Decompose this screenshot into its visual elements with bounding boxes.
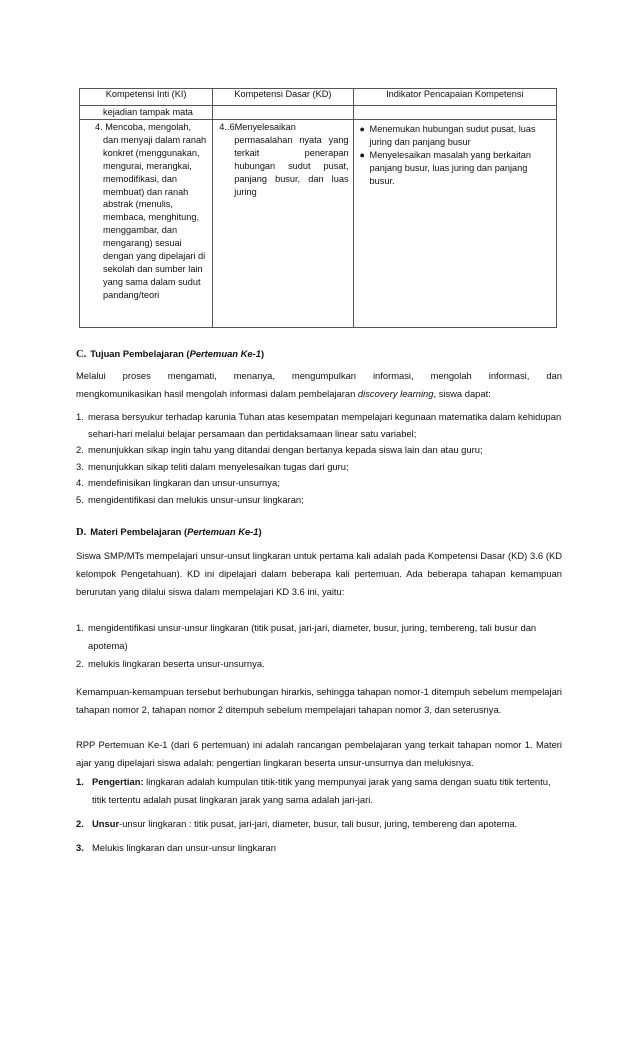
intro-text: mengkomunikasikan hasil mengolah informasi dalam pembelajaran <box>76 388 358 399</box>
table-header-row <box>80 89 557 106</box>
section-title: Tujuan Pembelajaran ( <box>90 348 190 359</box>
list-item <box>76 839 562 857</box>
item-text: lingkaran adalah kumpulan titik-titik yang mempunyai jarak yang sama dengan suatu titik tertentu, titik tertentu adalah pusat lingkaran jarak yang sama adalah jari-jari. <box>92 776 551 805</box>
item-text: merasa bersyukur terhadap karunia Tuhan atas kesempatan mempelajari kegunaan matematika dalam kehidupan sehari-hari melalui belajar persamaan dan pertidaksamaan linear satu variabel; <box>88 411 562 439</box>
item-number: 1. <box>76 776 84 787</box>
item-number: 4. <box>76 477 84 488</box>
section-title-italic: Pertemuan Ke-1 <box>187 526 259 537</box>
ki-continuation-cell <box>80 106 213 120</box>
table-row <box>80 120 557 328</box>
item-number: 3. <box>76 460 84 472</box>
ki-continuation-text: kejadian tampak mata <box>103 107 193 117</box>
intro-text-end: , siswa dapat: <box>433 388 491 399</box>
ki-cell <box>80 120 213 328</box>
list-item <box>76 442 562 459</box>
list-item <box>76 459 562 476</box>
item-text: mendefinisikan lingkaran dan unsur-unsurnya; <box>88 477 280 488</box>
section-d-para2: Kemampuan-kemampuan tersebut berhubungan hirarkis, sehingga tahapan nomor-1 ditempuh sebelum mempelajari tahapan nomor 2, tahapan nomor 2 ditempuh sebelum mempelajari tahapan nomor 3, dan seterusnya. <box>76 686 562 715</box>
section-c-intro-line2 <box>76 386 562 402</box>
item-text: melukis lingkaran beserta unsur-unsurnya. <box>88 658 265 669</box>
indicator-cell <box>353 120 556 328</box>
item-text: mengidentifikasi dan melukis unsur-unsur lingkaran; <box>88 493 304 505</box>
objectives-list <box>76 409 562 508</box>
ki-item-text: 4. Mencoba, mengolah, dan menyaji dalam ranah konkret (menggunakan, mengurai, merangkai, memodifikasi, dan membuat) dan ranah abstrak (menulis, membaca, menghitung, menggambar, dan mengarang) sesuai dengan yang dipelajari di sekolah dan sumber lain yang sama dalam sudut pandang/teori <box>95 122 207 300</box>
list-item <box>76 475 562 492</box>
list-item <box>360 123 552 149</box>
header-indicator: Indikator Pencapaian Kompetensi <box>353 89 556 106</box>
item-number: 2. <box>76 658 84 669</box>
item-text: Melukis lingkaran dan unsur-unsur lingkaran <box>92 842 276 853</box>
header-ki: Kompetensi Inti (KI) <box>80 89 213 106</box>
item-label: Unsur <box>92 818 120 829</box>
section-d-intro: Siswa SMP/MTs mempelajari unsur-unsut lingkaran untuk pertama kali adalah pada Kompetensi Dasar (KD) 3.6 (KD kelompok Pengetahuan). KD ini dipelajari dalam beberapa kali pertemuan. Ada beberapa tahapan kemampuan berurutan yang dilalui siswa dalam mempelajari KD 3.6 ini, yaitu: <box>76 550 562 597</box>
header-kd: Kompetensi Dasar (KD) <box>213 89 353 106</box>
materials-list <box>76 773 562 857</box>
item-number: 3. <box>76 842 84 853</box>
kd-cell <box>213 120 353 328</box>
section-c-intro-line1: Melalui proses mengamati, menanya, mengumpulkan informasi, mengolah informasi, dan <box>76 370 562 381</box>
item-label: Pengertian: <box>92 776 144 787</box>
bullet-icon: ● <box>359 124 365 134</box>
section-d-heading <box>76 524 562 541</box>
list-item <box>360 149 552 188</box>
list-item <box>76 655 562 673</box>
section-letter: D. <box>76 527 87 538</box>
indicator-empty-cell <box>353 106 556 120</box>
bullet-icon: ● <box>359 149 365 160</box>
section-title-end: ) <box>258 526 262 537</box>
list-item <box>76 815 562 833</box>
item-number: 5. <box>76 493 84 505</box>
section-d-para3: RPP Pertemuan Ke-1 (dari 6 pertemuan) ini adalah rancangan pembelajaran yang terkait tahapan nomor 1. Materi ajar yang dipelajari siswa adalah: pengertian lingkaran beserta unsur-unsurnya dan melukisnya. <box>76 739 562 768</box>
item-text: menunjukkan sikap teliti dalam menyelesaikan tugas dari guru; <box>88 460 349 472</box>
item-number: 1. <box>76 411 84 422</box>
indicator-text: Menemukan hubungan sudut pusat, luas juring dan panjang busur <box>369 124 536 147</box>
list-item <box>76 409 562 442</box>
section-title-end: ) <box>260 348 265 359</box>
indicator-text: Menyelesaikan masalah yang berkaitan panjang busur, luas juring dan panjang busur. <box>369 149 531 186</box>
item-text: menunjukkan sikap ingin tahu yang ditandai dengan bertanya kepada siswa lain dan atau guru; <box>88 444 483 455</box>
section-c-heading <box>76 346 562 363</box>
item-number: 2. <box>76 444 84 455</box>
item-text: -unsur lingkaran : titik pusat, jari-jari, diameter, busur, tali busur, juring, tembereng dan apotema. <box>119 818 518 829</box>
kd-item-text: 4..6Menyelesaikan permasalahan nyata yang terkait penerapan hubungan sudut pusat, panjang busur, dan luas juring <box>219 122 349 197</box>
table-continuation-row <box>80 106 557 120</box>
competency-table <box>79 88 557 328</box>
section-title-italic: Pertemuan Ke-1 <box>189 348 261 359</box>
list-item <box>76 492 562 509</box>
section-letter: C. <box>76 349 87 360</box>
item-text: mengidentifikasi unsur-unsur lingkaran (titik pusat, jari-jari, diameter, busur, juring, tembereng, tali busur dan apotema) <box>88 622 537 651</box>
item-number: 2. <box>76 818 84 829</box>
list-item <box>76 619 562 655</box>
stages-list <box>76 619 562 673</box>
item-number: 1. <box>76 622 84 633</box>
list-item <box>76 773 562 809</box>
section-title: Materi Pembelajaran ( <box>90 526 188 537</box>
intro-italic: discovery learning <box>357 388 434 399</box>
kd-empty-cell <box>213 106 353 120</box>
indicator-list <box>360 123 552 188</box>
